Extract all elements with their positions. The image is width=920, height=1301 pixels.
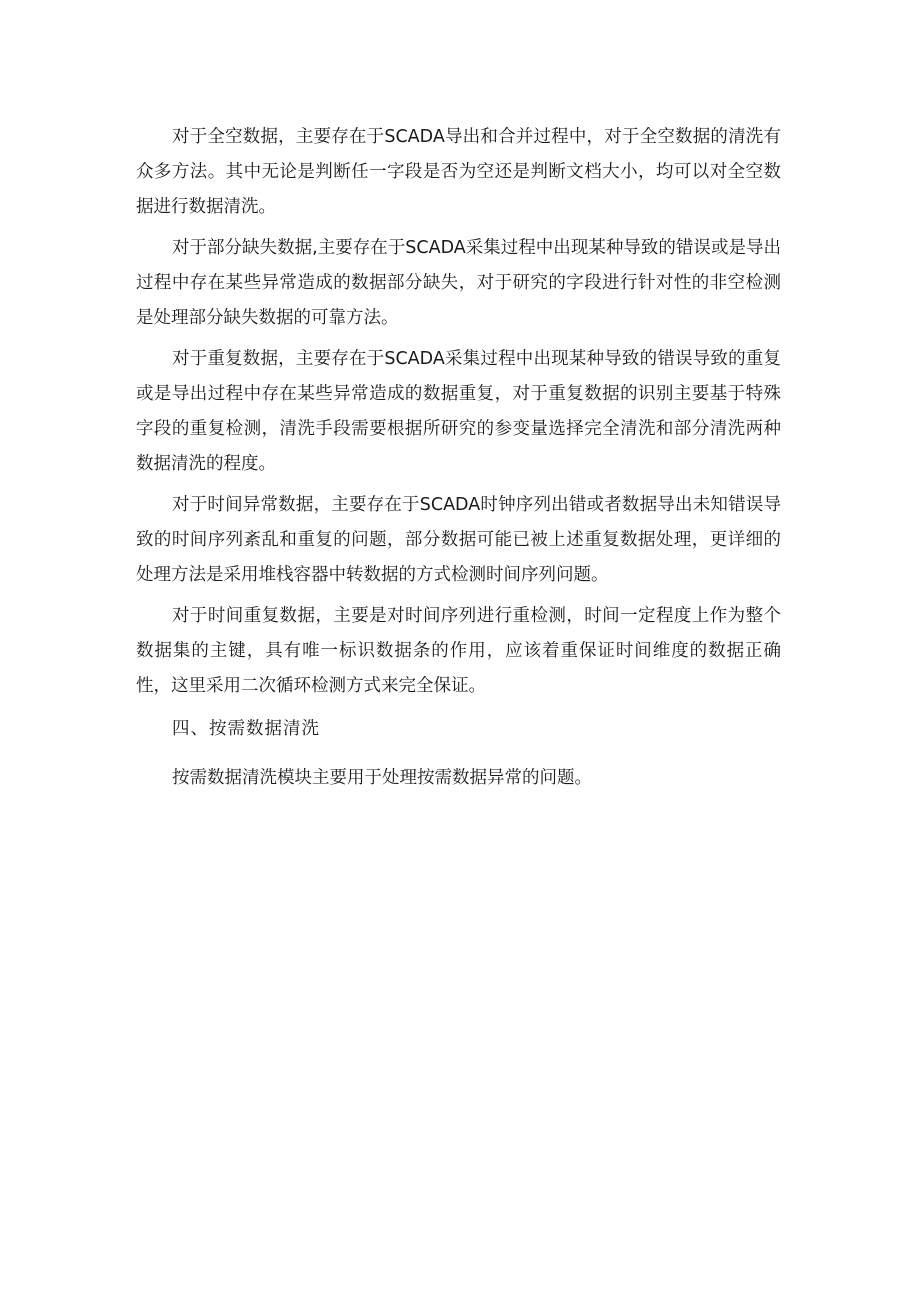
paragraph-empty-data: 对于全空数据，主要存在于SCADA导出和合并过程中，对于全空数据的清洗有众多方法。其中无论是判断任一字段是否为空还是判断文档大小，均可以对全空数据进行数据清洗。 xyxy=(136,127,781,217)
paragraph-duplicate-data: 对于重复数据，主要存在于SCADA采集过程中出现某种导致的错误导致的重复或是导出过程中存在某些异常造成的数据重复，对于重复数据的识别主要基于特殊字段的重复检测，清洗手段需要根据所研究的参变量选择完全清洗和部分清洗两种数据清洗的程度。 xyxy=(136,349,781,474)
paragraph-partial-missing-data: 对于部分缺失数据,主要存在于SCADA采集过程中出现某种导致的错误或是导出过程中存在某些异常造成的数据部分缺失，对于研究的字段进行针对性的非空检测是处理部分缺失数据的可靠方法。 xyxy=(136,238,781,328)
paragraph-time-duplicate-data: 对于时间重复数据，主要是对时间序列进行重检测，时间一定程度上作为整个数据集的主键，具有唯一标识数据条的作用，应该着重保证时间维度的数据正确性，这里采用二次循环检测方式来完全保证。 xyxy=(136,606,781,696)
document-body xyxy=(136,120,781,796)
paragraph-time-anomaly-data: 对于时间异常数据，主要存在于SCADA时钟序列出错或者数据导出未知错误导致的时间序列紊乱和重复的问题，部分数据可能已被上述重复数据处理，更详细的处理方法是采用堆栈容器中转数据的方式检测时间序列问题。 xyxy=(136,495,781,585)
paragraph-on-demand-cleaning: 按需数据清洗模块主要用于处理按需数据异常的问题。 xyxy=(172,768,592,788)
section-heading: 四、按需数据清洗 xyxy=(172,719,320,739)
